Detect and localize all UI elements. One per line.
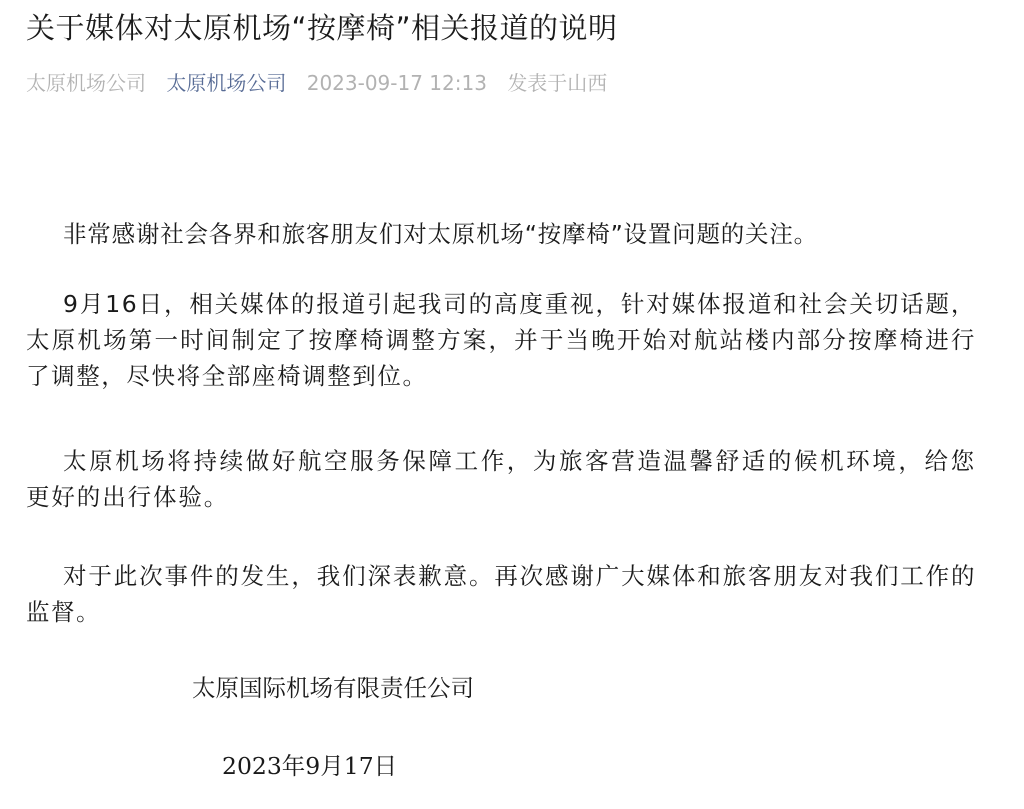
signature-date: 2023年9月17日 — [222, 752, 398, 780]
account-link[interactable]: 太原机场公司 — [166, 71, 287, 95]
publish-datetime: 2023-09-17 12:13 — [306, 71, 487, 95]
article-title: 关于媒体对太原机场“按摩椅”相关报道的说明 — [26, 11, 618, 45]
article-meta — [26, 68, 621, 98]
author-name: 太原机场公司 — [26, 71, 146, 95]
paragraph-commitment: 太原机场将持续做好航空服务保障工作，为旅客营造温馨舒适的候机环境，给您更好的出行体验。 — [26, 447, 976, 511]
paragraph-response: 9月16日，相关媒体的报道引起我司的高度重视，针对媒体报道和社会关切话题，太原机场第一时间制定了按摩椅调整方案，并于当晚开始对航站楼内部分按摩椅进行了调整，尽快将全部座椅调整到位。 — [26, 290, 976, 390]
paragraph-apology: 对于此次事件的发生，我们深表歉意。再次感谢广大媒体和旅客朋友对我们工作的监督。 — [26, 562, 976, 626]
paragraph-thanks: 非常感谢社会各界和旅客朋友们对太原机场“按摩椅”设置问题的关注。 — [63, 220, 818, 248]
signature-org: 太原国际机场有限责任公司 — [192, 674, 474, 702]
publish-location: 发表于山西 — [507, 71, 608, 95]
